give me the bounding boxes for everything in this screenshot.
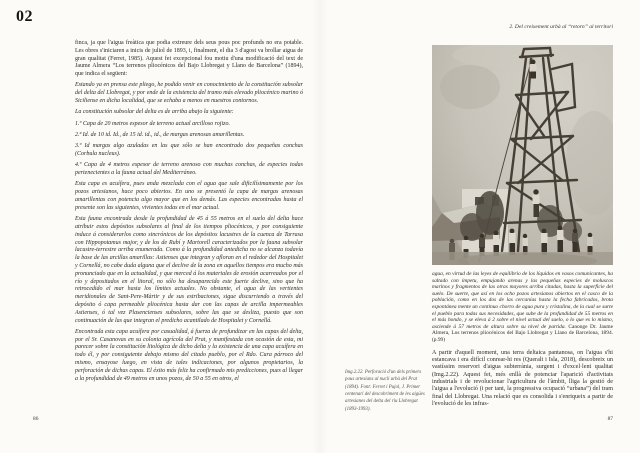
right-page-text-block bbox=[432, 271, 613, 415]
quote-paragraph: Encontrada esta capa acuífera por casualidad, á fuerza de profundizar en las capas del delta, por el Sr. Casanovas en su colonia agrícola del Prat, y manifestada con ocasión de esta, mi parecer sobre la constitución litológica de dicho delta y la existencia de una capa acuífera en todo él, y por consiguiente debajo mismo del citado pueblo, por el Rdo. Cura párroco del mismo, ensayose luego, en vista de tales indicaciones, por algunos propietarios, la perforación de dichas capas. El éxito más feliz ha confirmado mis predicciones, pues al llegar a la profundidad de 49 metros en unos pozos, de 50 a 55 en otros, el bbox=[75, 328, 303, 382]
intro-paragraph: finca, ja que l'aigua freàtica que podia extreure dels seus pous poc profunds no era potable. Les obres s'iniciaren a inicis de juliol de 1893, i, finalment, el dia 3 d'agost va brollar aigua de gran qualitat (Ferret, 1985). Aquest fet excepcional fou motiu d'una modificació del text de Jaume Almera “Los terrenos pliocénicos del Bajo Llobregat y Llano de Barcelona” (1894), que indica el següent: bbox=[75, 40, 303, 78]
quote-paragraph: Esta capa es acuífera, pues anda mezclada con el agua que sale dificilísimamente por los pozos artesianos, hace poco abiertos. En uno se presentó la capa de margas arenosas amarillentas con potencia algo mayor que en los demás. Las especies encontradas hasta el presente son las siguientes, vivientes todas en el mar actual. bbox=[75, 181, 303, 211]
quote-continuation: agua, en virtud de las leyes de equilibrio de los líquidos en vasos comunicantes, ha saltado con ímpetu, empujando arenas y las pequeñas especies de moluscos marinos y fragmentos de las otras mayores arriba citadas, hasta la superficie del suelo. De suerte, que así en los ocho pozos artesianos abiertos en el casco de la población, como en los dos de las cercanías hasta la fecha fabricados, brota espontánea mente un continuo chorro de agua pura y cristalina, de la cual se surte el pueblo para todas sus necesidades, que sube de la profundidad de 55 metros en el más hondo, y se eleva á 2 sobre el nivel actual del suelo, o lo que es lo mismo, asciende á 57 metros de altura sobre su nivel de partida. bbox=[432, 271, 613, 330]
image-caption: Img.2.22. Perforació d'un dels primers pous artesians al nucli urbà del Prat (1894). Font: Ferret i Pujol, J. Primer centenari del descobriment de les aigües artesianes del delta del riu Llobregat (1893-1993). bbox=[345, 370, 425, 412]
photo-illustration bbox=[432, 45, 613, 265]
body-paragraph: A partir d'aquell moment, una terra deltaica pantanosa, on l'aigua s'hi estancava i era difícil conrear-hi res (Queralt i Isla, 2018), descobreix un vastíssim reservori d'aigua subterrània, surgent i d'excel·lent qualitat (Img.2.22). Aquest fet, més enllà de potenciar l'aparició d'activitats industrials i de revolucionar l'agricultura de l'àmbit, lliga la gestió de l'aigua a l'evolució (i per tant, la progressiva ocupació “urbana”) del tram final del Llobregat. Una relació que es consolida i s'enriqueix a partir de l'evolució de les infras- bbox=[432, 349, 613, 408]
quote-attribution: Canonge Dr. Jaume Almera, Los terrenos pliocénicos del Bajo Llobregat y Llano de Barcelona, 1894. (p.99) bbox=[432, 323, 613, 343]
quote-continuation-paragraph bbox=[432, 271, 613, 344]
page-number-left: 86 bbox=[33, 416, 39, 422]
quote-list-item: 3.º Id margas algo azuladas en las que sólo se han encontrado dos pequeñas conchas (Corbula nucleus). bbox=[75, 143, 303, 158]
running-header: 2. Del creixement urbà al “retorn” al territori bbox=[509, 24, 613, 30]
left-page-text-block bbox=[75, 40, 303, 387]
quote-paragraph: Estando ya en prensa este pliego, he podido venir en conocimiento de la constitución subsolar del delta del Llobregat, y por ende de la existencia del tramo más elevado pliocénico marino ó Siciliense en dicha localidad, que se echaba a menos en nuestros contornos. bbox=[75, 82, 303, 105]
chapter-number: 02 bbox=[16, 8, 33, 25]
quote-list-item: 1.º Capa de 20 metros espesor de terreno actual arcilloso rojizo. bbox=[75, 120, 230, 127]
quote-list-item: 2.ª Id. de 10 id. Id., de 15 id. id., id., de margas arenosas amarillentas. bbox=[75, 131, 245, 138]
quote-list-item: 4.º Capa de 4 metros espesor de terreno arenoso con muchas conchas, de especies todas pertenecientes a la fauna actual del Mediterráneo. bbox=[75, 162, 303, 177]
page-gutter bbox=[312, 0, 328, 453]
artesian-well-photo bbox=[432, 45, 613, 265]
page-number-right: 87 bbox=[607, 416, 613, 422]
quote-paragraph: Esta fauna encontrada desde la profundidad de 45 á 55 metros en el suelo del delta hace atribuir estos depósitos subsolares al final de los tiempos pliocénicos, y por consiguiente induce á considerarlos como sincrónicos de los depósitos lacustres de la cuenca de Tarrasa con Hippopotamus major, y de los de Rubí y Martorell caracterizados por la fauna subsolar lacustre-terrestre arriba enumerada. Como á la profundidad antedicha no se alcanza todavía la base de las arcillas amarillas: Astienses que integran y afloran en el rededor del Hospitalet y Cornellá, no cabe duda alguna que el declive de la zona en aquellos tiempos era mucho más pronunciado que en la actualidad, y que merced á los materiales de erosión acarreados por el río y depositados en el litoral, no sólo ha desaparecido este fuerte declive, sino que ha retrocedido el mar hasta los límites actuales. No obstante, el agua de las vertientes meridionales de Sant-Pere-Màrtir y de sus estribaciones, sigue discurriendo a través del depósito ó capa permeable pliocénica hasta dar con las capas de arcilla impermeables Astienses, ó tal vez Plasencienses subsolares, sobre las que se desliza, puesto que son continuación de las que integran el predicho acantilado de Hospitalet y Cornellá. bbox=[75, 216, 303, 324]
quote-paragraph: La constitución subsolar del delta es de arriba abajo la siguiente: bbox=[75, 109, 234, 116]
